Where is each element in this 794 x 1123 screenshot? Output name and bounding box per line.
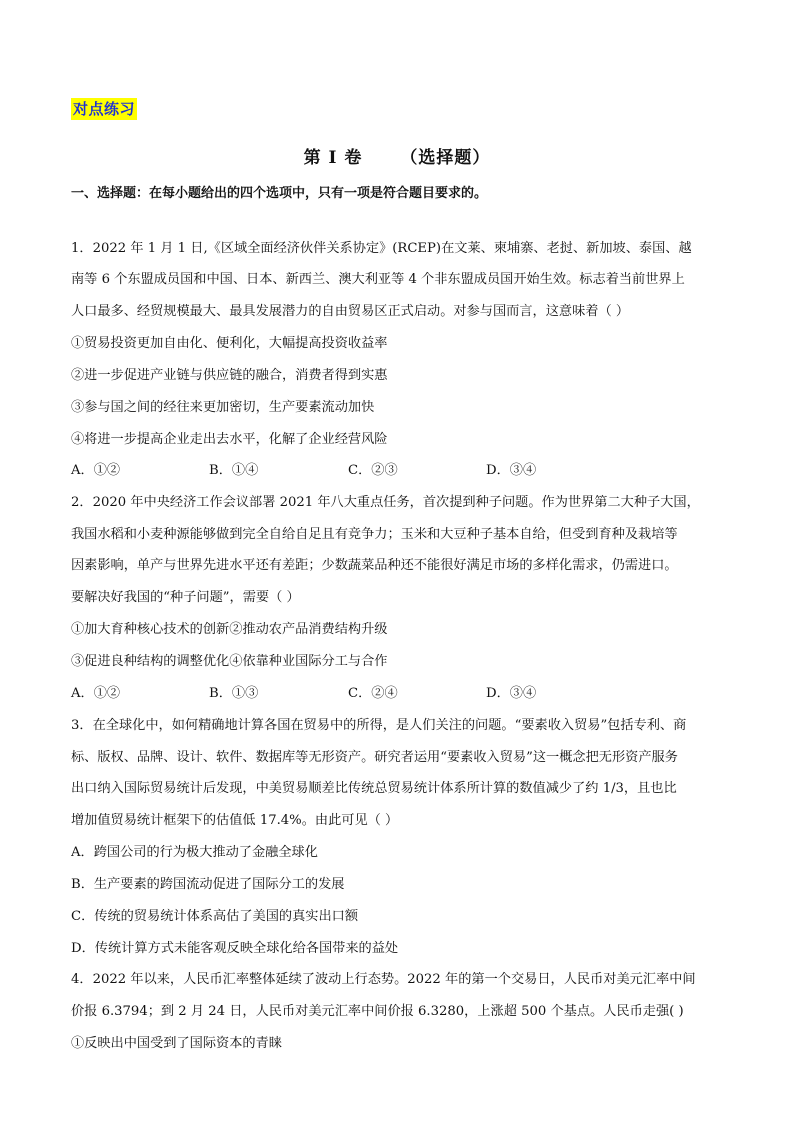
q2-item: ①加大育种核心技术的创新②推动农产品消费结构升级 xyxy=(71,622,388,637)
section-heading: 一、选择题：在每小题给出的四个选项中，只有一项是符合题目要求的。 xyxy=(71,186,488,201)
q4-stem-line: 4．2022 年以来，人民币汇率整体延续了波动上行态势。2022 年的第一个交易日，人民币对美元汇率中间 xyxy=(71,972,696,987)
q1-option-d[interactable]: D．③④ xyxy=(486,463,537,478)
q1-item: ①贸易投资更加自由化、便利化，大幅提高投资收益率 xyxy=(71,336,388,351)
q2-stem-line: 要解决好我国的“种子问题”，需要（ ） xyxy=(71,590,300,605)
q1-item: ②进一步促进产业链与供应链的融合，消费者得到实惠 xyxy=(71,368,388,383)
q1-item: ③参与国之间的经往来更加密切，生产要素流动加快 xyxy=(71,400,375,415)
paper-subtitle: （选择题） xyxy=(400,148,491,168)
q2-stem-line: 我国水稻和小麦种源能够做到完全自给自足且有竞争力；玉米和大豆种子基本自给，但受到育种及栽培等 xyxy=(71,527,678,542)
q1-stem-line: 南等 6 个东盟成员国和中国、日本、新西兰、澳大利亚等 4 个非东盟成员国开始生效。标志着当前世界上 xyxy=(71,272,685,287)
q3-stem-line: 出口纳入国际贸易统计后发现，中美贸易顺差比传统总贸易统计体系所计算的数值减少了约 1/3，且也比 xyxy=(71,781,677,796)
q1-option-a[interactable]: A．①② xyxy=(71,463,121,478)
q2-stem-line: 2．2020 年中央经济工作会议部署 2021 年八大重点任务，首次提到种子问题。作为世界第二大种子大国， xyxy=(71,495,700,510)
q3-option-c[interactable]: C．传统的贸易统计体系高估了美国的真实出口额 xyxy=(71,909,359,924)
q4-item: ①反映出中国受到了国际资本的青睐 xyxy=(71,1036,282,1051)
paper-title xyxy=(0,143,794,168)
practice-tag: 对点练习 xyxy=(73,100,136,118)
q1-stem-line: 1．2022 年 1 月 1 日,《区域全面经济伙伴关系协定》(RCEP)在文莱、柬埔寨、老挝、新加坡、泰国、越 xyxy=(71,241,692,256)
q1-stem-line: 人口最多、经贸规模最大、最具发展潜力的自由贸易区正式启动。对参与国而言，这意味着（ ） xyxy=(71,304,630,319)
q1-option-c[interactable]: C．②③ xyxy=(348,463,398,478)
q1-option-b[interactable]: B．①④ xyxy=(209,463,259,478)
q2-option-a[interactable]: A．①② xyxy=(71,686,121,701)
q2-option-b[interactable]: B．①③ xyxy=(209,686,259,701)
q3-option-d[interactable]: D．传统计算方式未能客观反映全球化给各国带来的益处 xyxy=(71,941,399,956)
q3-stem-line: 增加值贸易统计框架下的估值低 17.4%。由此可见（ ） xyxy=(71,813,399,828)
q2-option-d[interactable]: D．③④ xyxy=(486,686,537,701)
q3-option-a[interactable]: A．跨国公司的行为极大推动了金融全球化 xyxy=(71,845,318,860)
q2-stem-line: 因素影响，单产与世界先进水平还有差距；少数蔬菜品种还不能很好满足市场的多样化需求，仍需进口。 xyxy=(71,558,678,573)
q4-stem-line: 价报 6.3794；到 2 月 24 日，人民币对美元汇率中间价报 6.3280，上涨超 500 个基点。人民币走强( ) xyxy=(71,1004,684,1019)
q3-stem-line: 标、版权、品牌、设计、软件、数据库等无形资产。研究者运用“要素收入贸易”这一概念把无形资产服务 xyxy=(71,750,678,765)
paper-part: 第 I 卷 xyxy=(303,148,363,168)
q2-item: ③促进良种结构的调整优化④依靠种业国际分工与合作 xyxy=(71,654,388,669)
q3-option-b[interactable]: B．生产要素的跨国流动促进了国际分工的发展 xyxy=(71,877,345,892)
q1-item: ④将进一步提高企业走出去水平，化解了企业经营风险 xyxy=(71,432,388,447)
q2-option-c[interactable]: C．②④ xyxy=(348,686,398,701)
q3-stem-line: 3．在全球化中，如何精确地计算各国在贸易中的所得，是人们关注的问题。“要素收入贸易”包括专利、商 xyxy=(71,718,687,733)
